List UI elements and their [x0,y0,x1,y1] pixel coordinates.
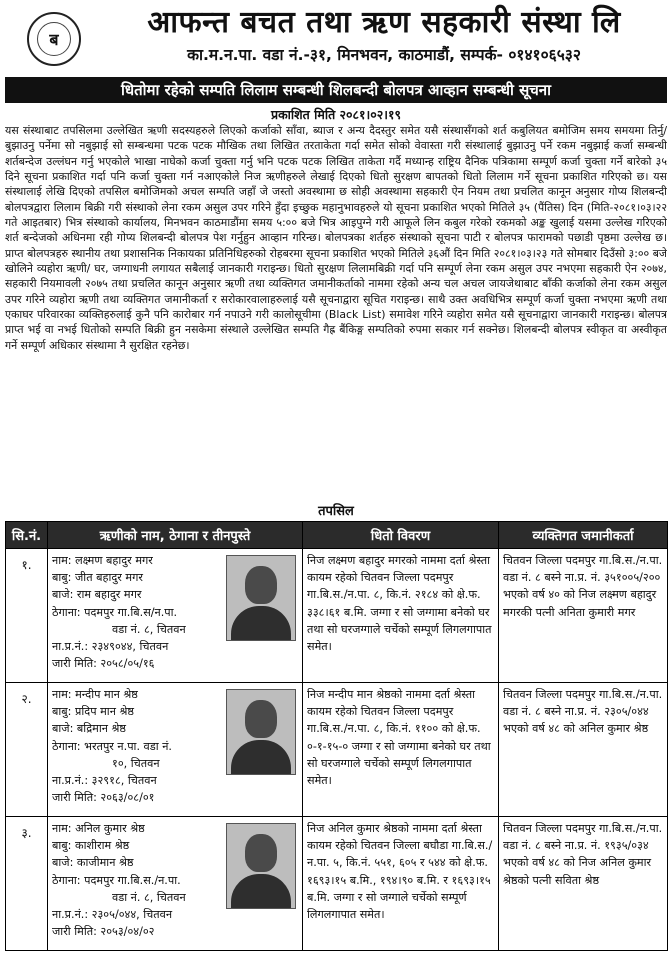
borrower-citizenship: ना.प्र.नं.: २३०५/०४४, चितवन [52,908,173,922]
borrower-grandfather: बाजे: काजीमान श्रेष्ठ [52,856,134,870]
schedule-title: तपसिल [318,504,354,519]
organization-name: आफन्त बचत तथा ऋण सहकारी संस्था लि [147,5,621,40]
borrower-name: नाम: अनिल कुमार श्रेष्ठ [52,822,145,835]
header [5,4,667,74]
collateral-details: निज अनिल कुमार श्रेष्ठको नाममा दर्ता श्रेस्ता कायम रहेको चितवन जिल्ला बघौडा गा.बि.स./न.पा. ५, कि.नं. ५५१, ६०५ र ५४४ को क्षे.फ. १६९३।१५ ब.मि., १९४।९० ब.मि. र १६९३।१५ ब.मि. जग्गा र सो जग्गाले चर्चेको सम्पूर्ण लिगलगापात समेत। [303,817,499,951]
borrower-info [48,549,303,683]
borrower-address: ठेगाना: भरतपुर न.पा. वडा नं. [52,739,172,753]
header-collateral: धितो विवरण [303,522,499,549]
borrower-address-cont: वडा नं. ८, चितवन [112,622,186,636]
borrower-issue-date: जारी मिति: २०५८/०५/१६ [52,657,155,671]
guarantor-details: चितवन जिल्ला पदमपुर गा.बि.स./न.पा. वडा नं. ८ बस्ने ना.प्र. नं. १९३५/०३४ भएको वर्ष ४८ को निज अनिल कुमार श्रेष्ठको पत्नी सविता श्रेष्ठ [499,817,668,951]
table-header-row [6,522,668,549]
borrower-info [48,817,303,951]
table-row [6,549,668,683]
published-date: प्रकाशित मिति २०८१।०२।१९ [270,107,402,122]
borrower-address-cont: १०, चितवन [112,756,160,770]
notice-title: धितोमा रहेको सम्पति लिलाम सम्बन्धी शिलबन्दी बोलपत्र आव्हान सम्बन्धी सूचना [5,77,667,103]
borrower-photo [226,823,296,909]
guarantor-details: चितवन जिल्ला पदमपुर गा.बि.स./न.पा. वडा नं. ८ बस्ने ना.प्र. नं. ३५१००५/२०० भएको वर्ष ४० को निज लक्ष्मण बहादुर मगरकी पत्नी अनिता कुमारी मगर [499,549,668,683]
borrower-address-cont: वडा नं. ८, चितवन [112,890,186,904]
organization-address: का.म.न.पा. वडा नं.-३१, मिनभवन, काठमाडौं, सम्पर्क- ०१४१०६५३२ [187,46,581,64]
notice-body: यस संस्थाबाट तपसिलमा उल्लेखित ऋणी सदस्यहरुले लिएको कर्जाको साँवा, ब्याज र अन्य दैदस्तुर समेत यसै संस्थासँगको शर्त कबुलियत बमोजिम समय समयमा तिर्नु/ बुझाउनु पर्नेमा सो नबुझाई सो सम्बन्धमा पटक पटक मौखिक तथा लिखित तरताकेता गर्दा समेत सोको वेवास्ता गरी संस्थालाई बुझाउनु पर्ने रकम नबुझाई कर्जा सम्बन्धी शर्तबन्देज उल्लंघन गर्नु भएकोले भाखा नाघेको कर्जा चुक्ता गर्नु भनि पटक पटक लिखित ताकेता गर्दै मध्यान्ह राष्ट्रिय दैनिक पत्रिकामा सम्पूर्ण कर्जा चुक्ता गर्ने बारेको ३५ दिने सूचना प्रकाशित गर्दा पनि कर्जा चुक्ता गर्न नआएकोले निज ऋणीहरुले लेखाई दिएको धितो सुरक्षण बापतको धितो लिलाम गर्ने सूचना प्रकाशित गरिएको छ। यस संस्थालाई लेखि दिएको तपसिल बमोजिमको अचल सम्पति जहाँ जे जस्तो अवस्थामा छ सोही अवस्थामा सहकारी ऐन नियम तथा प्रचलित कानून अनुसार गोप्य शिलबन्दी बोलपत्रद्वारा लिलाम बिक्री गरी संस्थाको लेना रकम असुल उपर गरिने हुँदा इच्छुक महानुभावहरुले यो सूचना प्रकाशित भएको मितिले ३५ (पैंतिस) दिन (मिति-२०८१।०३।२२ गते आइतबार) भित्र संस्थाको कार्यालय, मिनभवन काठमाडौंमा समय ५:०० बजे भित्र आइपुग्ने गरी आफूले लिन कबुल गरेको रकमको अङ्क खुलाई यसमा उल्लेख गरिएको शर्त बन्देजको अधिनमा रही गोप्य शिलबन्दी बोलपत्र पेश गर्नुहुन आव्हान गरिन्छ। बोलपत्रका शर्तहरु संस्थाको सूचना पाटी र बोलपत्र फारामको पछाडी पृष्ठमा उल्लेख छ। प्राप्त बोलपत्रहरु स्थानीय तथा प्रशासनिक निकायका प्रतिनिधिहरुको रोहबरमा सूचना प्रकाशित भएको मितिले ३६औं दिन मिति २०८१।०३।२३ गते सोमबार दिउँसो ३:०० बजे खोलिने व्यहोरा ऋणी/ घर, जग्गाधनी लगायत सबैलाई जानकारी गराइन्छ। धितो सुरक्षण लिलामबिक्री गर्दा पनि सम्पूर्ण लेना रकम असुल उपर नभएमा सहकारी ऐन २०७४, सहकारी नियमावली २०७५ तथा प्रचलित कानून अनुसार ऋणी तथा व्यक्तिगत जमानीकर्ताको नाममा रहेको अन्य चल अचल जायजेथाबाट बाँकी कर्जाको लेना रकम असुल उपर गरिने व्यहोरा ऋणी तथा व्यक्तिगत जमानीकर्ता र सरोकारवालाहरुलाई यसै सूचनाद्वारा सूचित गराइन्छ। साथै उक्त अवधिभित्र सम्पूर्ण कर्जा चुक्ता नभएमा ऋणी तथा एकाघर परिवारका व्यक्तिहरुलाई कुनै पनि कारोबार गर्न नपाउने गरी कालोसूचीमा (Black List) समावेश गरिने व्यहोरा समेत यसै सूचनाद्वारा जानकारी गराइन्छ। बोलपत्र प्राप्त भई वा नभई धितोको सम्पति बिक्री हुन नसकेमा संस्थाले उल्लेखित सम्पति गैह्र बैंकिङ्ग सम्पतिको रुपमा सकार गर्न सक्नेछ। शिलबन्दी बोलपत्र स्वीकृत वा अस्वीकृत गर्ने सम्पूर्ण अधिकार संस्थामा नै सुरक्षित रहनेछ। [5,124,667,352]
borrower-photo [226,555,296,641]
serial-number: २. [6,683,48,817]
cooperative-logo-icon: ब [27,12,81,66]
notice-page [5,4,667,967]
borrower-issue-date: जारी मिति: २०५३/०४/०२ [52,925,155,939]
guarantor-details: चितवन जिल्ला पदमपुर गा.बि.स./न.पा. वडा नं. ८ बस्ने ना.प्र. नं. २३०५/०४४ भएको वर्ष ४८ को अनिल कुमार श्रेष्ठ [499,683,668,817]
borrower-name: नाम: लक्ष्मण बहादुर मगर [52,554,153,567]
borrower-father: बाबु: काशीराम श्रेष्ठ [52,839,130,853]
borrower-citizenship: ना.प्र.नं.: २३४९०४४, चितवन [52,640,169,654]
header-guarantor: व्यक्तिगत जमानीकर्ता [499,522,668,549]
borrower-father: बाबु: प्रदिप मान श्रेष्ठ [52,705,134,719]
borrower-name: नाम: मन्दीप मान श्रेष्ठ [52,688,138,701]
header-serial: सि.नं. [6,522,48,549]
serial-number: १. [6,549,48,683]
header-borrower: ऋणीको नाम, ठेगाना र तीनपुस्ते [48,522,303,549]
borrower-photo [226,689,296,775]
serial-number: ३. [6,817,48,951]
borrower-grandfather: बाजे: राम बहादुर मगर [52,588,142,602]
borrower-issue-date: जारी मिति: २०६३/०८/०१ [52,791,155,805]
collateral-details: निज लक्ष्मण बहादुर मगरको नाममा दर्ता श्रेस्ता कायम रहेको चितवन जिल्ला पदमपुर गा.बि.स./न.पा. ८, कि.नं. २१८४ को क्षे.फ. ३३८।६१ ब.मि. जग्गा र सो जग्गामा बनेको घर तथा सो घरजग्गाले चर्चेको सम्पूर्ण लिगलगापात समेत। [303,549,499,683]
borrower-address: ठेगाना: पदमपुर गा.बि.स./न.पा. [52,873,181,887]
auction-schedule-table [5,521,668,951]
collateral-details: निज मन्दीप मान श्रेष्ठको नाममा दर्ता श्रेस्ता कायम रहेको चितवन जिल्ला पदमपुर गा.बि.स./न.पा. ८, कि.नं. ११०० को क्षे.फ. ०-१-१५-० जग्गा र सो जग्गामा बनेको घर तथा सो घरजग्गाले चर्चेको सम्पूर्ण लिगलगापात समेत। [303,683,499,817]
borrower-grandfather: बाजे: बद्रिमान श्रेष्ठ [52,722,127,736]
table-row [6,683,668,817]
borrower-citizenship: ना.प्र.नं.: ३२९१८, चितवन [52,774,157,788]
table-row [6,817,668,951]
borrower-father: बाबु: जीत बहादुर मगर [52,571,143,585]
borrower-address: ठेगाना: पदमपुर गा.बि.स/न.पा. [52,605,178,619]
borrower-info [48,683,303,817]
